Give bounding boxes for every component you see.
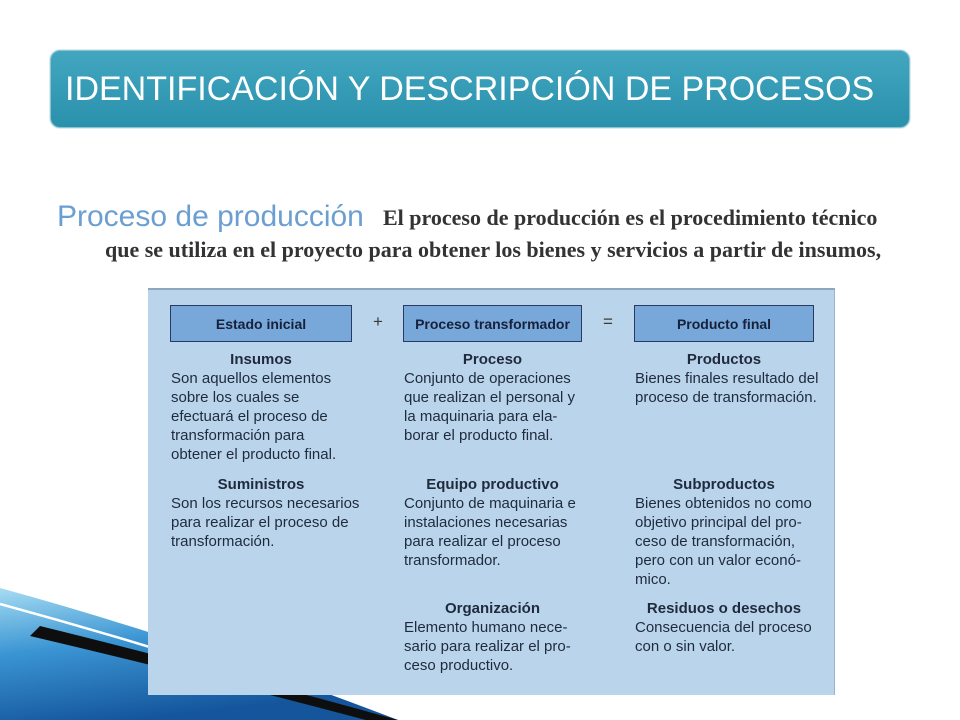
item-description-line: instalaciones necesarias (404, 514, 568, 531)
plus-operator: + (373, 312, 383, 331)
item-description-line: que realizan el personal y (404, 389, 575, 406)
item-description-line: la maquinaria para ela- (404, 408, 558, 425)
item-subproductos (634, 475, 814, 589)
item-description-line: Consecuencia del proceso (635, 619, 812, 636)
column-producto-final (634, 288, 819, 695)
item-description-line: sario para realizar el pro- (404, 638, 571, 655)
item-organizacion (403, 599, 582, 675)
section-heading: Proceso de producción (57, 200, 364, 233)
item-description-line: pero con un valor econó- (635, 552, 801, 569)
item-suministros (170, 475, 360, 551)
item-description-line: para realizar el proceso (404, 533, 561, 550)
item-description-line: con o sin valor. (635, 638, 736, 655)
item-title: Productos (686, 351, 762, 368)
header-box-estado-inicial: Estado inicial (170, 305, 352, 342)
item-residuos-o-desechos (634, 599, 814, 656)
item-description-line: Conjunto de maquinaria e (404, 495, 576, 512)
item-proceso (403, 350, 582, 445)
process-diagram-panel (148, 288, 835, 695)
item-description-line: transformación para (171, 427, 305, 444)
column-estado-inicial (170, 288, 360, 695)
item-description-line: objetivo principal del pro- (635, 514, 802, 531)
item-description-line: Son aquellos elementos (171, 370, 332, 387)
item-description-line: para realizar el proceso de (171, 514, 349, 531)
item-description-line: sobre los cuales se (171, 389, 300, 406)
item-title: Equipo productivo (426, 476, 559, 493)
item-description-line: Bienes obtenidos no como (635, 495, 812, 512)
item-description-line: proceso de transformación. (635, 389, 817, 406)
item-description-line: ceso de transformación, (635, 533, 796, 550)
item-title: Proceso (462, 351, 523, 368)
slide-title: IDENTIFICACIÓN Y DESCRIPCIÓN DE PROCESOS (65, 70, 875, 108)
item-description-line: obtener el producto final. (171, 446, 337, 463)
item-description-line: Conjunto de operaciones (404, 370, 571, 387)
column-proceso-transformador (403, 288, 582, 695)
item-description-line: ceso productivo. (404, 657, 514, 674)
item-title: Insumos (230, 351, 292, 368)
item-title: Suministros (217, 476, 305, 493)
item-title: Organización (444, 600, 541, 617)
item-description-line: transformación. (171, 533, 275, 550)
item-title: Subproductos (673, 476, 775, 493)
item-description-line: Bienes finales resultado del (635, 370, 819, 387)
item-description-line: transformador. (404, 552, 501, 569)
item-description-line: mico. (635, 571, 671, 588)
intro-text-line: que se utiliza en el proyecto para obtener los bienes y servicios a partir de insumos, (105, 237, 882, 262)
title-banner (50, 50, 910, 128)
item-description-line: Elemento humano nece- (404, 619, 568, 636)
item-description-line: Son los recursos necesarios (171, 495, 360, 512)
item-title: Residuos o desechos (646, 600, 802, 617)
item-description-line: efectuará el proceso de (171, 408, 328, 425)
intro-text-line: El proceso de producción es el procedimiento técnico (383, 205, 878, 230)
item-equipo-productivo (403, 475, 582, 570)
item-productos (634, 350, 819, 407)
header-box-producto-final: Producto final (634, 305, 814, 342)
header-box-proceso-transformador: Proceso transformador (403, 305, 582, 342)
item-insumos (170, 350, 352, 464)
item-description-line: borar el producto final. (404, 427, 554, 444)
equals-operator: = (603, 312, 613, 331)
